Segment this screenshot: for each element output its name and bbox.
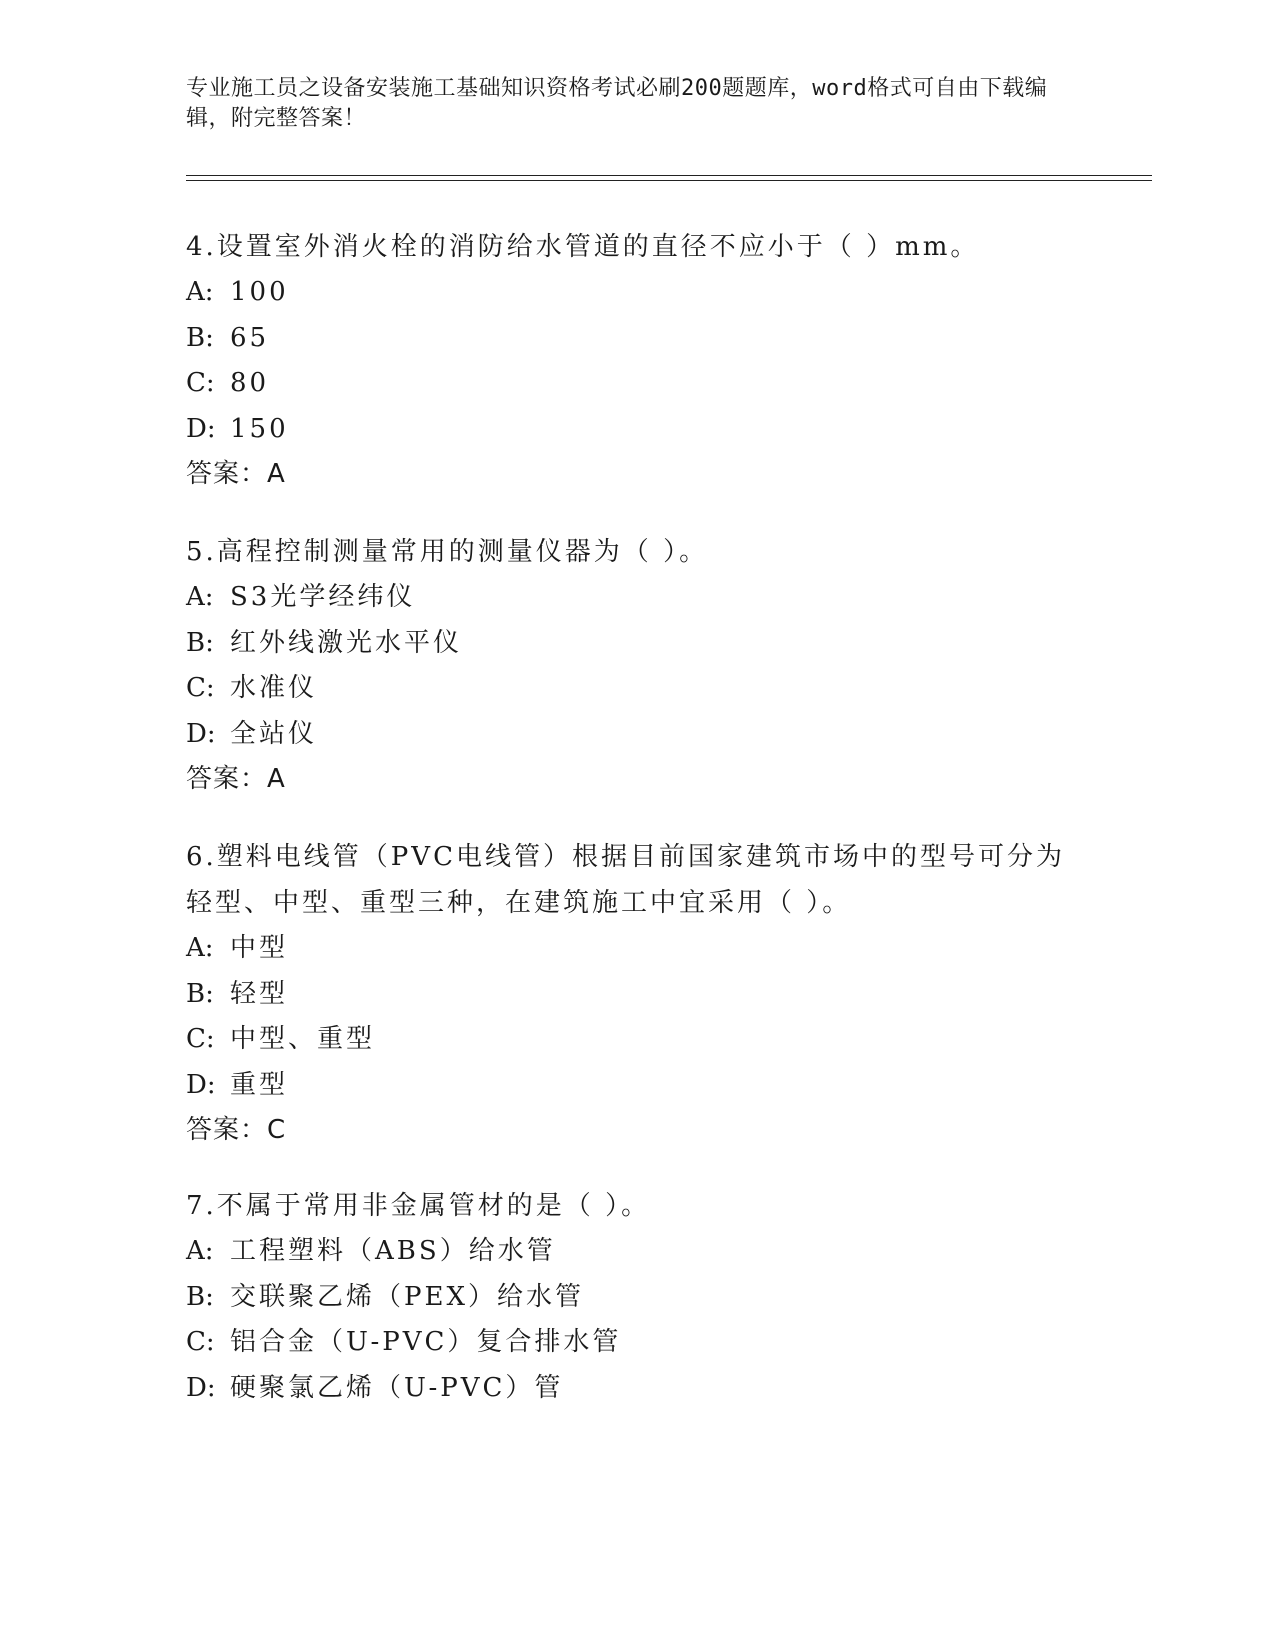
- question-4: [186, 224, 1086, 496]
- answer-line: 答案：C: [186, 1115, 287, 1145]
- header-divider-bottom: [186, 180, 1152, 181]
- option-b: B: 轻型: [186, 978, 289, 1009]
- option-c: C: 水准仪: [186, 673, 318, 703]
- question-text: 5.高程控制测量常用的测量仪器为（ ）。: [186, 537, 709, 567]
- question-text: 7.不属于常用非金属管材的是（ ）。: [186, 1191, 651, 1221]
- option-c: C: 中型、重型: [186, 1024, 376, 1054]
- question-6: [186, 834, 1086, 1152]
- option-a: A: 100: [186, 277, 289, 307]
- option-d: D: 重型: [186, 1069, 289, 1100]
- header-divider-top: [186, 175, 1152, 176]
- answer-line: 答案：A: [186, 459, 286, 489]
- document-header: 专业施工员之设备安装施工基础知识资格考试必刷200题题库，word格式可自由下载编辑，附完整答案！: [186, 76, 1048, 131]
- option-d: D: 全站仪: [186, 718, 318, 749]
- option-a: A: 工程塑料（ABS）给水管: [186, 1236, 556, 1266]
- option-a: A: S3光学经纬仪: [186, 582, 416, 612]
- option-b: B: 交联聚乙烯（PEX）给水管: [186, 1281, 584, 1312]
- question-5: [186, 529, 1086, 801]
- option-c: C: 铝合金（U-PVC）复合排水管: [186, 1327, 622, 1357]
- option-b: B: 红外线激光水平仪: [186, 627, 463, 658]
- option-d: D: 硬聚氯乙烯（U-PVC）管: [186, 1372, 564, 1403]
- option-c: C: 80: [186, 368, 270, 398]
- question-7: [186, 1183, 1086, 1411]
- answer-line: 答案：A: [186, 764, 286, 794]
- option-d: D: 150: [186, 413, 289, 444]
- option-a: A: 中型: [186, 933, 289, 963]
- question-text: 4.设置室外消火栓的消防给水管道的直径不应小于（ ）mm。: [186, 232, 980, 262]
- option-b: B: 65: [186, 322, 270, 353]
- question-text: 6.塑料电线管（PVC电线管）根据目前国家建筑市场中的型号可分为轻型、中型、重型三种，在建筑施工中宜采用（ ）。: [186, 842, 1065, 918]
